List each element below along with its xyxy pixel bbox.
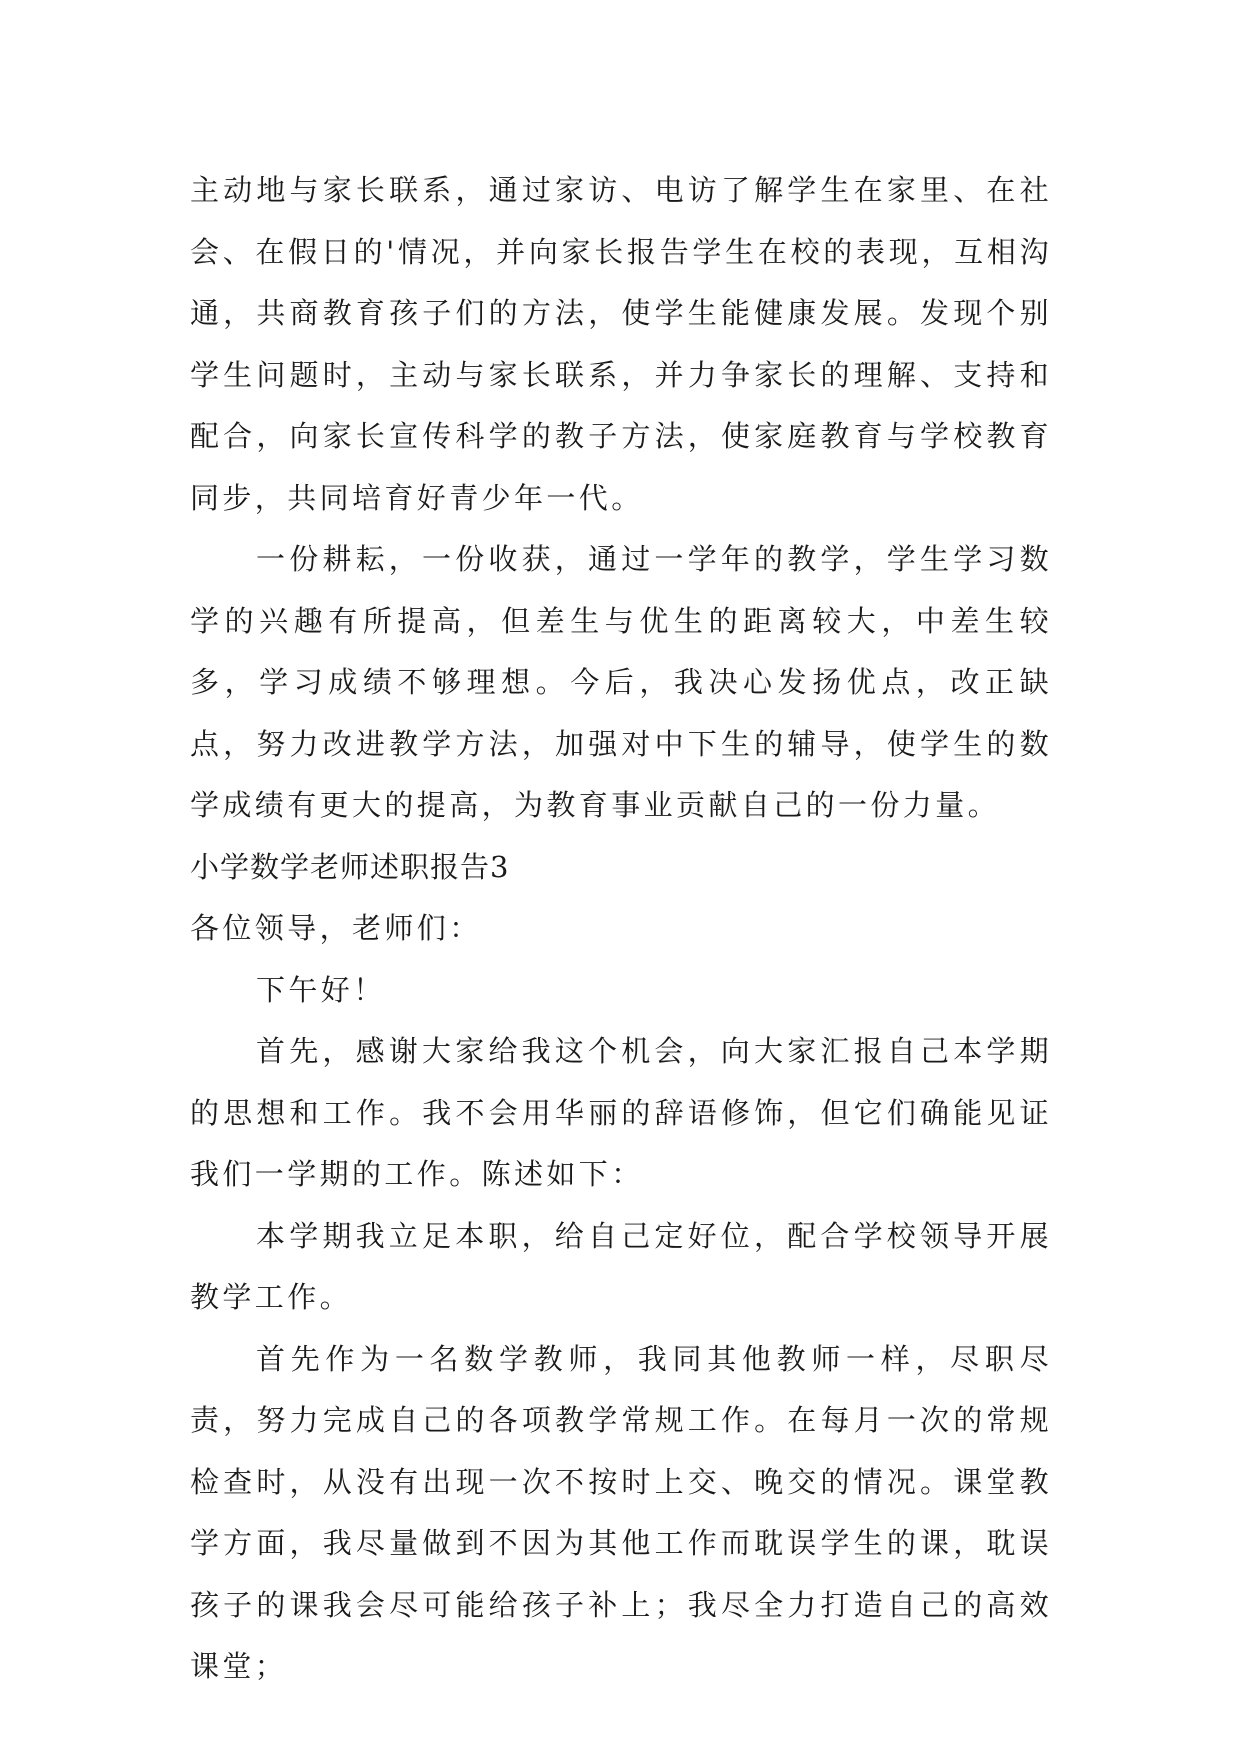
paragraph-teaching-duties: 首先作为一名数学教师，我同其他教师一样，尽职尽责，努力完成自己的各项教学常规工作。在每月一次的常规检查时，从没有出现一次不按时上交、晚交的情况。课堂教学方面，我尽量做到不因为其他工作而耽误学生的课，耽误孩子的课我会尽可能给孩子补上；我尽全力打造自己的高效课堂； — [190, 1341, 1052, 1683]
section-title: 小学数学老师述职报告3 — [190, 849, 510, 884]
paragraph-position: 本学期我立足本职，给自己定好位，配合学校领导开展教学工作。 — [190, 1218, 1052, 1314]
paragraph-parent-contact: 主动地与家长联系，通过家访、电访了解学生在家里、在社会、在假日的'情况，并向家长报告学生在校的表现，互相沟通，共商教育孩子们的方法，使学生能健康发展。发现个别学生问题时，主动与家长联系，并力争家长的理解、支持和配合，向家长宣传科学的教子方法，使家庭教育与学校教育同步，共同培育好青少年一代。 — [190, 173, 1052, 515]
paragraph-intro: 首先，感谢大家给我这个机会，向大家汇报自己本学期的思想和工作。我不会用华丽的辞语修饰，但它们确能见证我们一学期的工作。陈述如下： — [190, 1034, 1052, 1191]
greeting: 下午好！ — [256, 972, 386, 1007]
document-body — [190, 160, 1052, 1698]
salutation: 各位领导，老师们： — [190, 911, 482, 945]
paragraph-harvest: 一份耕耘，一份收获，通过一学年的教学，学生学习数学的兴趣有所提高，但差生与优生的距离较大，中差生较多，学习成绩不够理想。今后，我决心发扬优点，改正缺点，努力改进教学方法，加强对中下生的辅导，使学生的数学成绩有更大的提高，为教育事业贡献自己的一份力量。 — [190, 542, 1052, 822]
